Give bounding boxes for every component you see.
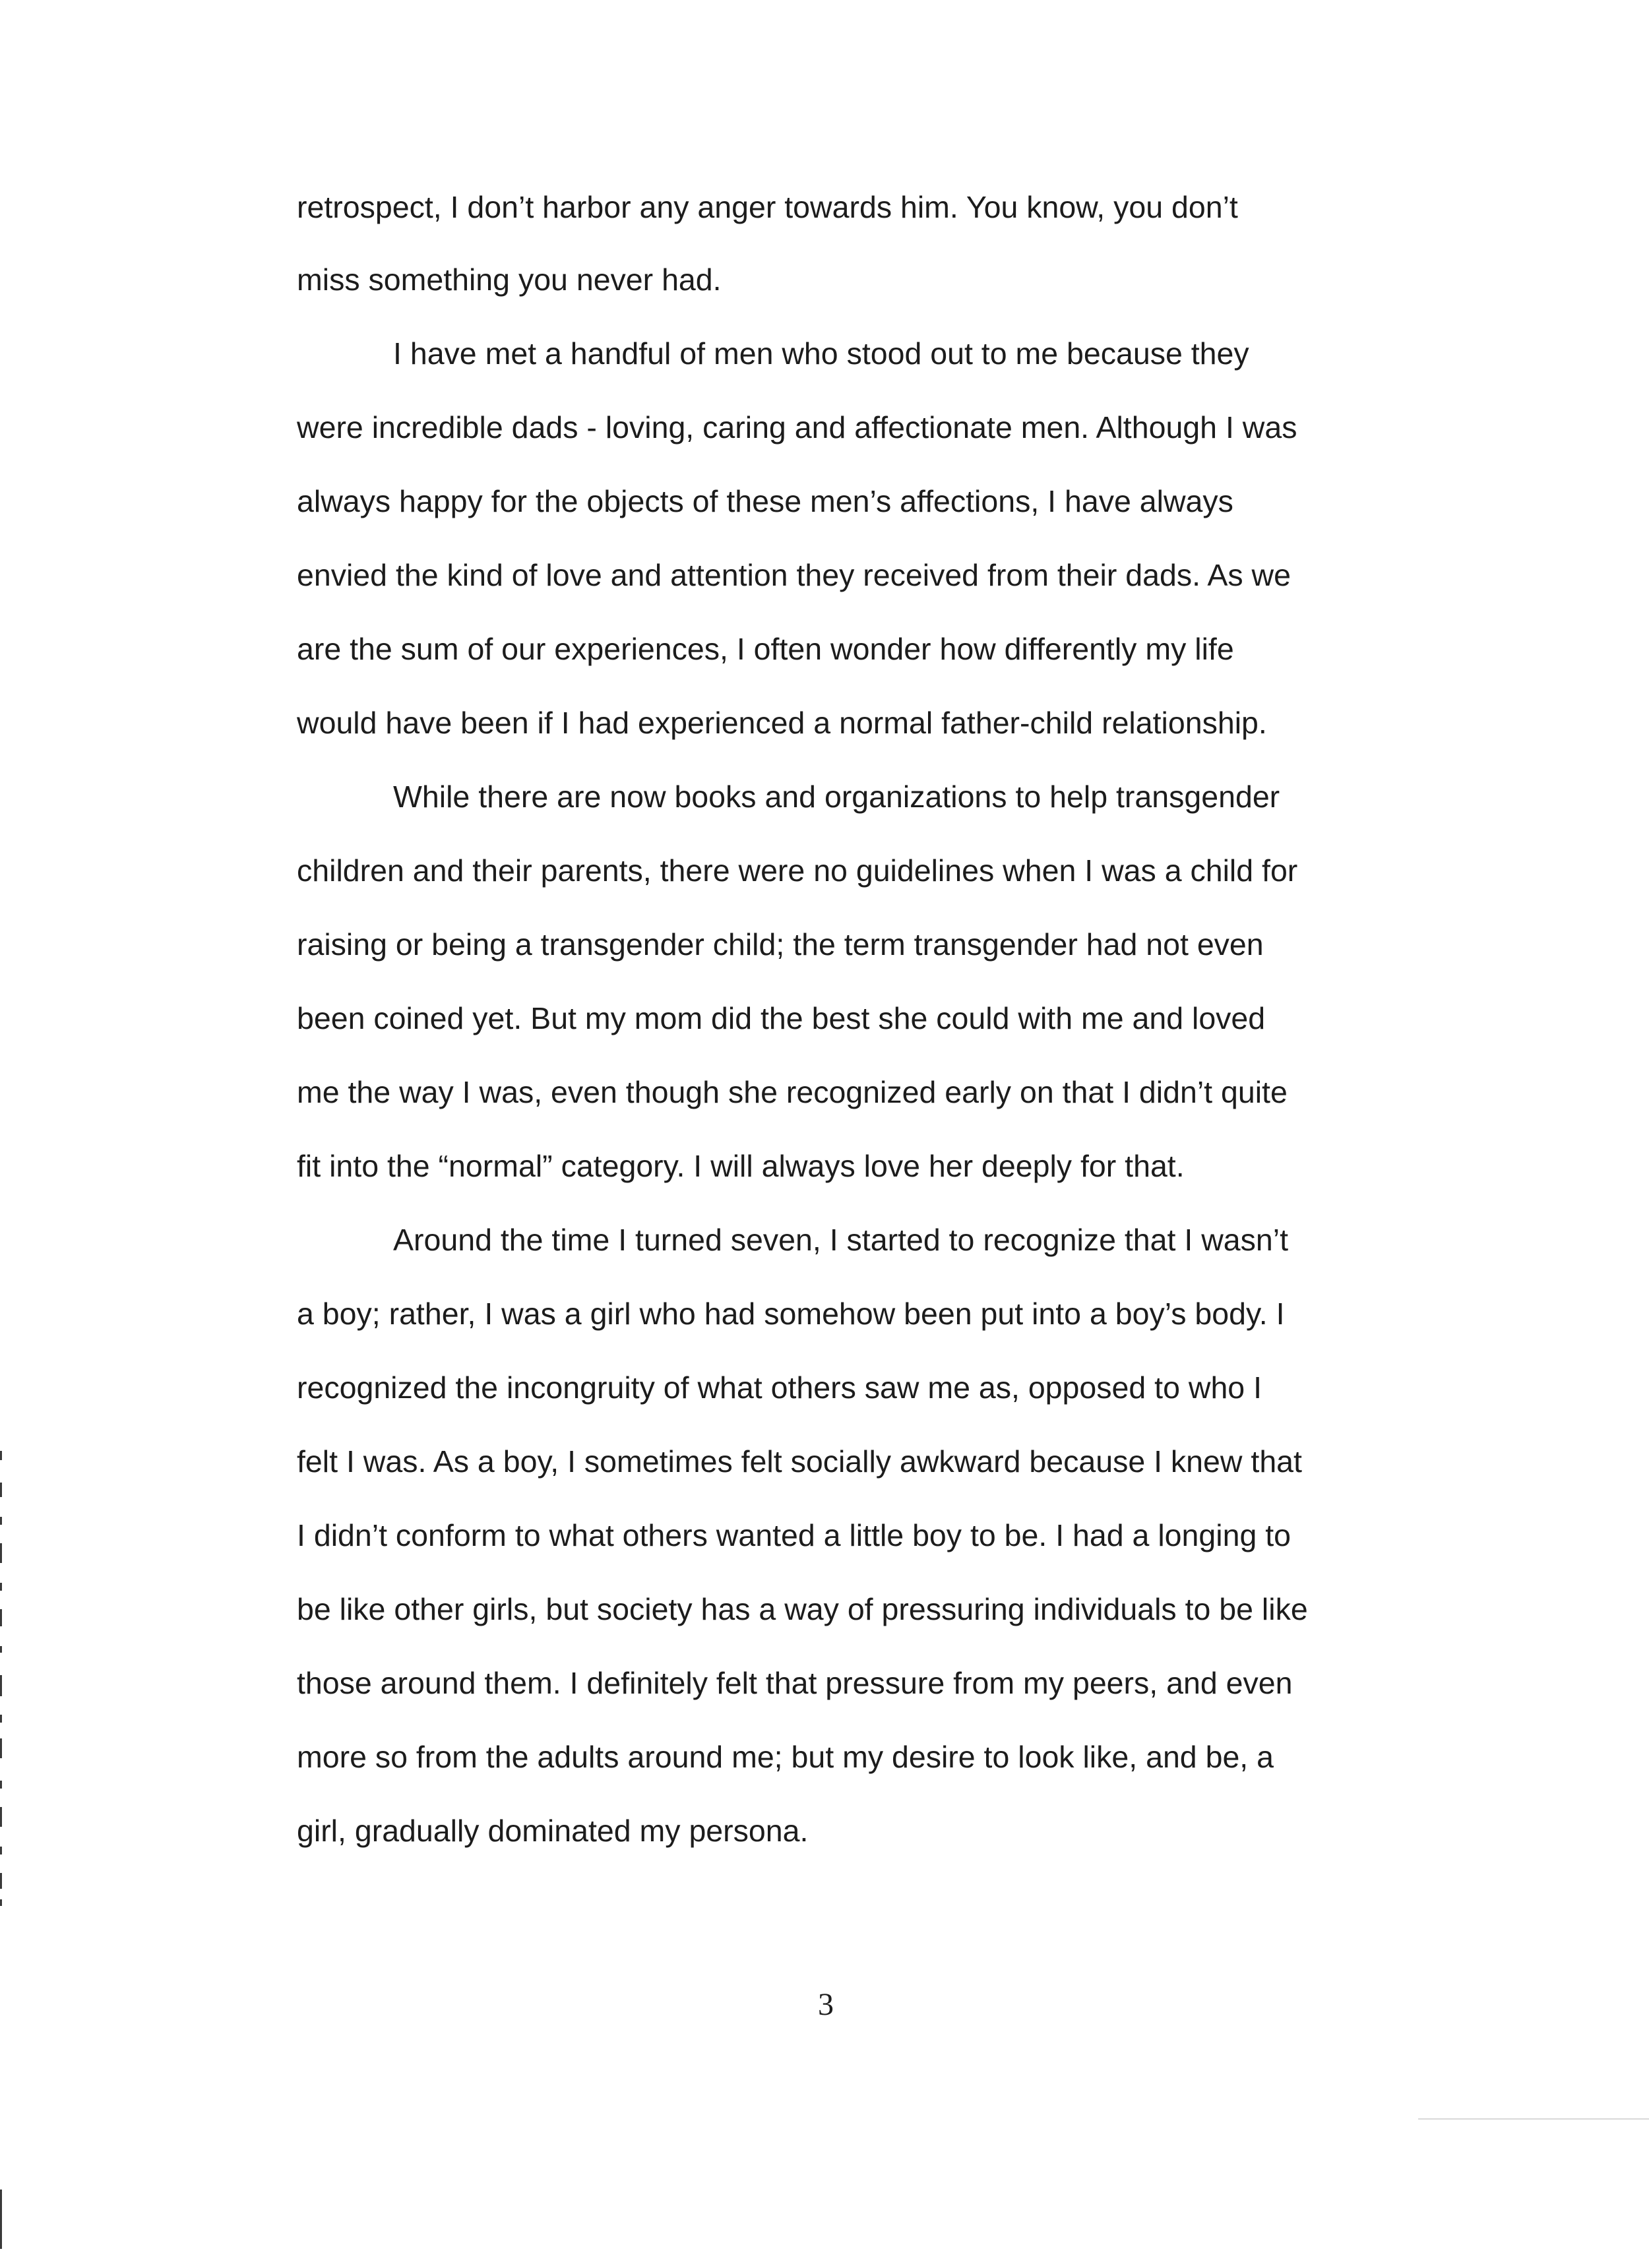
text-line: I didn’t conform to what others wanted a little boy to be. I had a longing to	[297, 1518, 1291, 1552]
text-line: envied the kind of love and attention they received from their dads. As we	[297, 558, 1291, 592]
text-line: are the sum of our experiences, I often wonder how differently my life	[297, 632, 1234, 666]
scan-mark	[0, 1483, 2, 1497]
scan-mark	[0, 1451, 2, 1460]
text-line: always happy for the objects of these men’s affections, I have always	[297, 484, 1233, 518]
text-line: been coined yet. But my mom did the best she could with me and loved	[297, 1001, 1266, 1035]
scan-mark	[0, 1675, 2, 1696]
text-line: more so from the adults around me; but my desire to look like, and be, a	[297, 1740, 1274, 1774]
scan-mark	[0, 1738, 2, 1758]
scan-smudge	[1418, 2118, 1649, 2120]
scan-mark	[0, 1543, 2, 1563]
text-line: recognized the incongruity of what others saw me as, opposed to who I	[297, 1370, 1262, 1405]
scan-mark	[0, 1583, 2, 1591]
text-line: a boy; rather, I was a girl who had somehow been put into a boy’s body. I	[297, 1297, 1285, 1331]
scan-mark	[0, 1517, 2, 1525]
scan-mark	[0, 1873, 2, 1889]
text-line: raising or being a transgender child; the term transgender had not even	[297, 927, 1264, 962]
text-line: children and their parents, there were no guidelines when I was a child for	[297, 853, 1298, 888]
scan-mark	[0, 1781, 2, 1789]
text-line: me the way I was, even though she recognized early on that I didn’t quite	[297, 1075, 1288, 1109]
scan-mark	[0, 1646, 2, 1653]
paragraph-first-line: Around the time I turned seven, I started to recognize that I wasn’t	[393, 1223, 1288, 1257]
text-line: were incredible dads - loving, caring and affectionate men. Although I was	[297, 410, 1297, 444]
text-line: girl, gradually dominated my persona.	[297, 1814, 809, 1848]
paragraph-first-line: I have met a handful of men who stood out to me because they	[393, 336, 1249, 371]
text-line: fit into the “normal” category. I will always love her deeply for that.	[297, 1149, 1185, 1183]
text-line: would have been if I had experienced a normal father-child relationship.	[297, 706, 1267, 740]
scan-mark	[0, 1609, 2, 1626]
text-line: miss something you never had.	[297, 262, 722, 297]
text-line: be like other girls, but society has a way of pressuring individuals to be like	[297, 1592, 1308, 1626]
scan-mark	[0, 1807, 2, 1827]
scan-mark	[0, 1847, 2, 1854]
text-line: retrospect, I don’t harbor any anger towards him. You know, you don’t	[297, 190, 1238, 224]
scan-mark	[0, 1899, 2, 1906]
scan-mark	[0, 1715, 2, 1723]
text-line: those around them. I definitely felt that pressure from my peers, and even	[297, 1666, 1293, 1700]
scan-mark	[0, 2190, 2, 2249]
paragraph-first-line: While there are now books and organizations to help transgender	[393, 780, 1280, 814]
page-number: 3	[818, 1987, 834, 2022]
text-line: felt I was. As a boy, I sometimes felt socially awkward because I knew that	[297, 1444, 1302, 1479]
